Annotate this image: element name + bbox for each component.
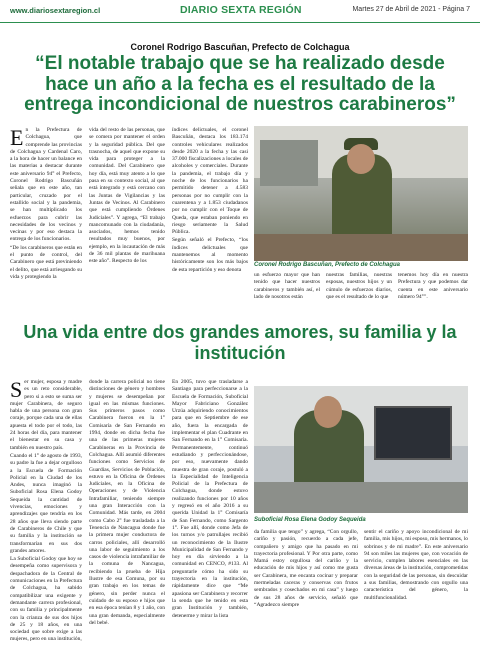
- article1-under3: tenemos hoy día en nuestra Prefectura y que podemos dar cuenta en este aniversario número 94°”.: [398, 272, 468, 300]
- article2-headline: Una vida entre dos grandes amores, su familia y la institución: [23, 322, 457, 363]
- article2-column-1: [10, 379, 82, 663]
- article1-column-6: [398, 272, 468, 308]
- article1-kicker: Coronel Rodrigo Bascuñan, Prefecto de Colchagua: [130, 42, 350, 52]
- article2-col1-text3: La Suboficial Godoy que hoy se desempeña como supervisora y despachadora de la Central de comunicaciones en la Prefectura de Colchagua, ha sabido compatibilizar una exigente y demandante carrera profesional, con su familia y principalmente con la crianza de sus dos hijos de 25 y 18 años, en una sociedad que sobre exige a las mujeres, pero en una institución,: [10, 556, 82, 643]
- article2-column-2: [89, 379, 165, 663]
- article2-col1-text: er mujer, esposa y madre es un reto considerable, pero si a esto se suma ser mujer Carabinera, de seguro habla de una persona con gran coraje, porque cada una de ellas apuesta el todo por el todo, las 24 horas del día, para mantener el bienestar en su casa y también en nuestro país.: [10, 379, 82, 451]
- photo2-desk: [254, 482, 468, 513]
- article2-column-3: [172, 379, 248, 663]
- article2-column-5: [364, 529, 468, 663]
- article1-headline: “El notable trabajo que se ha realizado desde hace un año a la fecha es el resultado de la entrega incondicional de nuestros carabineros”: [24, 53, 456, 115]
- article1-col2-text: vida del resto de las personas, que se comera por mantener el orden y la seguridad pública. Del que trasnocha, de aquel que expone su vida para proteger a la comunidad. Del Carabinero que hoy día, está muy atento a lo que pasa en su contexto social, al que está integrado y está cercano con las Juntas de Vigilancias y las Juntas de Vecinos. Al Carabinero que está cumpliendo Órdenes Judiciales”. Y agrega, “El trabajo mancomunado con la ciudadanía, asociados, hemos tenido resultados muy buenos, por ejemplo, en la incautación de más de 36 mil plantas de marihuana este año”. Respecto de los: [89, 127, 165, 265]
- article1-under2: nuestras familias, nuestras esposas, nuestros hijos y un cúmulo de esfuerzos diarios, que es el resultado de lo que: [326, 272, 392, 300]
- article1-column-5: [326, 272, 392, 308]
- prefect-photo: [254, 126, 468, 261]
- prefect-photo-caption: Coronel Rodrigo Bascuñan, Prefecto de Colchagua: [254, 262, 401, 268]
- article1-col1-text2: “De los carabineros que están en el punto de control, del Carabinero que está previniendo el delito, que está arriesgando su vida y protegiendo la: [10, 244, 82, 280]
- article1-column-3: [172, 127, 248, 307]
- suboficial-photo-caption: Suboficial Rosa Elena Godoy Sequeida: [254, 517, 366, 523]
- article1-col3-text: índices delictuales, el coronel Bascuñán, destaca los 183.174 controles vehiculares realizados desde 2020 a la fecha y las casi 37.000 fiscalizaciones a locales de alcoholes y comerciales. Durante la pandemia, el trabajo día y noche de los funcionarios ha permitido detener a 4.583 personas por no cumplir con la cuarentena y a 1.853 ciudadanos por no cumplir con el Toque de Queda, que estaban poniendo en riesgo seriamente la Salud Pública.: [172, 127, 248, 236]
- article1-under1: un esfuerzo mayor que han tenido que hacer nuestros carabineros y también así, el lado de nosotros están: [254, 272, 320, 300]
- photo-desk: [254, 234, 468, 261]
- photo2-person-head: [314, 396, 342, 428]
- article1-column-4: [254, 272, 320, 308]
- photo2-monitor: [374, 406, 452, 460]
- suboficial-photo: [254, 386, 468, 513]
- article2-under2: sentir el cariño y apoyo incondicional de mi familia, mis hijos, mi esposo, mis hermanos, lo sobrinos y de mi madre”. En este aniversario 94 son miles las mujeres que, con vocación de servicio, cumplen labores esenciales en las diversas áreas de la institución, comprometidas con la seguridad de las personas, sin descuidar a sus familias, demostrando con orgullo una característica del género, la multifuncionalidad.: [364, 529, 468, 601]
- issue-date: Martes 27 de Abril de 2021 - Página 7: [352, 6, 470, 13]
- article1-column-2: [89, 127, 165, 307]
- page-header: [0, 0, 480, 23]
- article2-under1: da familia que tengo” y agrega, “Con orgullo, cariño y pasión, recuerdo a cada jefe, compañero y amigo que ha pasado en mi trayectoria profesional. Y Por otra parte, como Mamá estoy orgullosa del cariño y la educación de mis hijos y así como me gusta ser Carabinera, me encanta cocinar y preparar mermeladas caceras y conservas con frutos sembrados y cosechados en mi casa” y luego de sus 28 años de servicio, señaló que “Agradezco siempre: [254, 529, 358, 608]
- article1-col3-text2: Según señaló el Prefecto, “los índices delictuales que mantenemos al momento históricamente son los más bajos de esta repartición y eso denota: [172, 237, 248, 273]
- photo-cabinet: [260, 140, 318, 186]
- article1-column-1: [10, 127, 82, 307]
- article2-column-4: [254, 529, 358, 663]
- article1-dropcap: E: [10, 125, 24, 150]
- article2-dropcap: S: [10, 377, 23, 402]
- article2-col1-text2: Cuando el 1° de agosto de 1993, su padre la fue a dejar orgulloso a la Escuela de Formación Policial en la Ciudad de los Andes, nunca imaginó la Suboficial Rosa Elena Godoy Sequeida la cantidad de vivencias, emociones y aprendizajes que tendría en los 28 años que lleva siendo parte de Carabineros de Chile y que su familia y la institución se transformarían en sus dos grandes amores.: [10, 452, 82, 554]
- photo-officer-head: [347, 144, 375, 174]
- article1-col1-text: n la Prefectura de Colchagua, que comprende las provincias de Colchagua y Cardenal Caro, a la hora de hacer un balance en las materias a destacar durante este aniversario 94° el Prefecto, Coronel Rodrigo Bascuñán señala que en este año, tan particular, cruzado por el estallido social y la pandemia, se han multiplicado los esfuerzos para cubrir las necesidades de los vecinos y vecinas y por eso destaca la entrega de los funcionarios.: [10, 127, 82, 243]
- newspaper-name: DIARIO SEXTA REGIÓN: [180, 4, 302, 16]
- article2-col3-text: En 2005, tuvo que trasladarse a Santiago para perfeccionarse a la Escuela de Formación, Suboficial Mayor Fabriciano González Urzúa adquiriendo conocimientos para que en Septiembre de ese año, fuera la encargada de implementar el plan Cuadrante en San Fernando en la 1° Comisaría. Permanentemente, continuó estudiando y perfeccionándose, por eso, nuevamente dando muestra de gran coraje, postuló a la Especialidad de Inteligencia Policial de la Prefectura de Colchagua, donde estuvo realizando funciones por 10 años y regresó en el año 2016 a su querida Unidad la 1° Comisaría de San Fernando, como Sargento 1°. Fue allí, donde como Jefa de los turnos y/o patrullajes recibió un reconocimiento de la Ilustre Municipalidad de San Fernando y hoy en día sirviendo a la comunidad en CENCO, #133. Al preguntarle cómo ha sido su trayectoria en la institución, rápidamente dice que “Me apasiona ser Carabinera y recorrer la senda que he tenido en esta gran Institución y también, detenerme y mirar la lista: [172, 379, 248, 619]
- article2-col2-text: donde la carrera policial no tiene distinciones de género y hombres y mujeres se desempeñan por igual en las mismas funciones. Sus primeros pasos como Carabinera fueron en la 1° Comisaría de San Fernando en 1994, donde en dicha fecha fue una de las primeras mujeres Carabineras en la Provincia de Colchagua. Allí asumió diferentes funciones como Servicios de Guardias, Servicios de Población, estuvo en la Oficina de Órdenes Judiciales, en la Oficina de Operaciones y de Violencia Intrafamiliar, teniendo siempre una gran Interacción con la Comunidad. Más tarde, en 2004 como Cabo 2° fue trasladada a la Tenencia de Nancagua donde fue la primera mujer conductora de carros policiales, allí desarrolló una labor de seguimiento a los casos de violencia intrafamiliar de la comuna de Nancagua, recibiendo la prueba de Hija Ilustre de esa Comuna, por su gran trabajo en los temas de género, sin perder nunca el cuidado de su esposo e hijos que en esa época tenían 8 y 1 año, con una gran demanda, especialmente del bebé.: [89, 379, 165, 626]
- site-url[interactable]: www.diariosextaregion.cl: [10, 6, 101, 15]
